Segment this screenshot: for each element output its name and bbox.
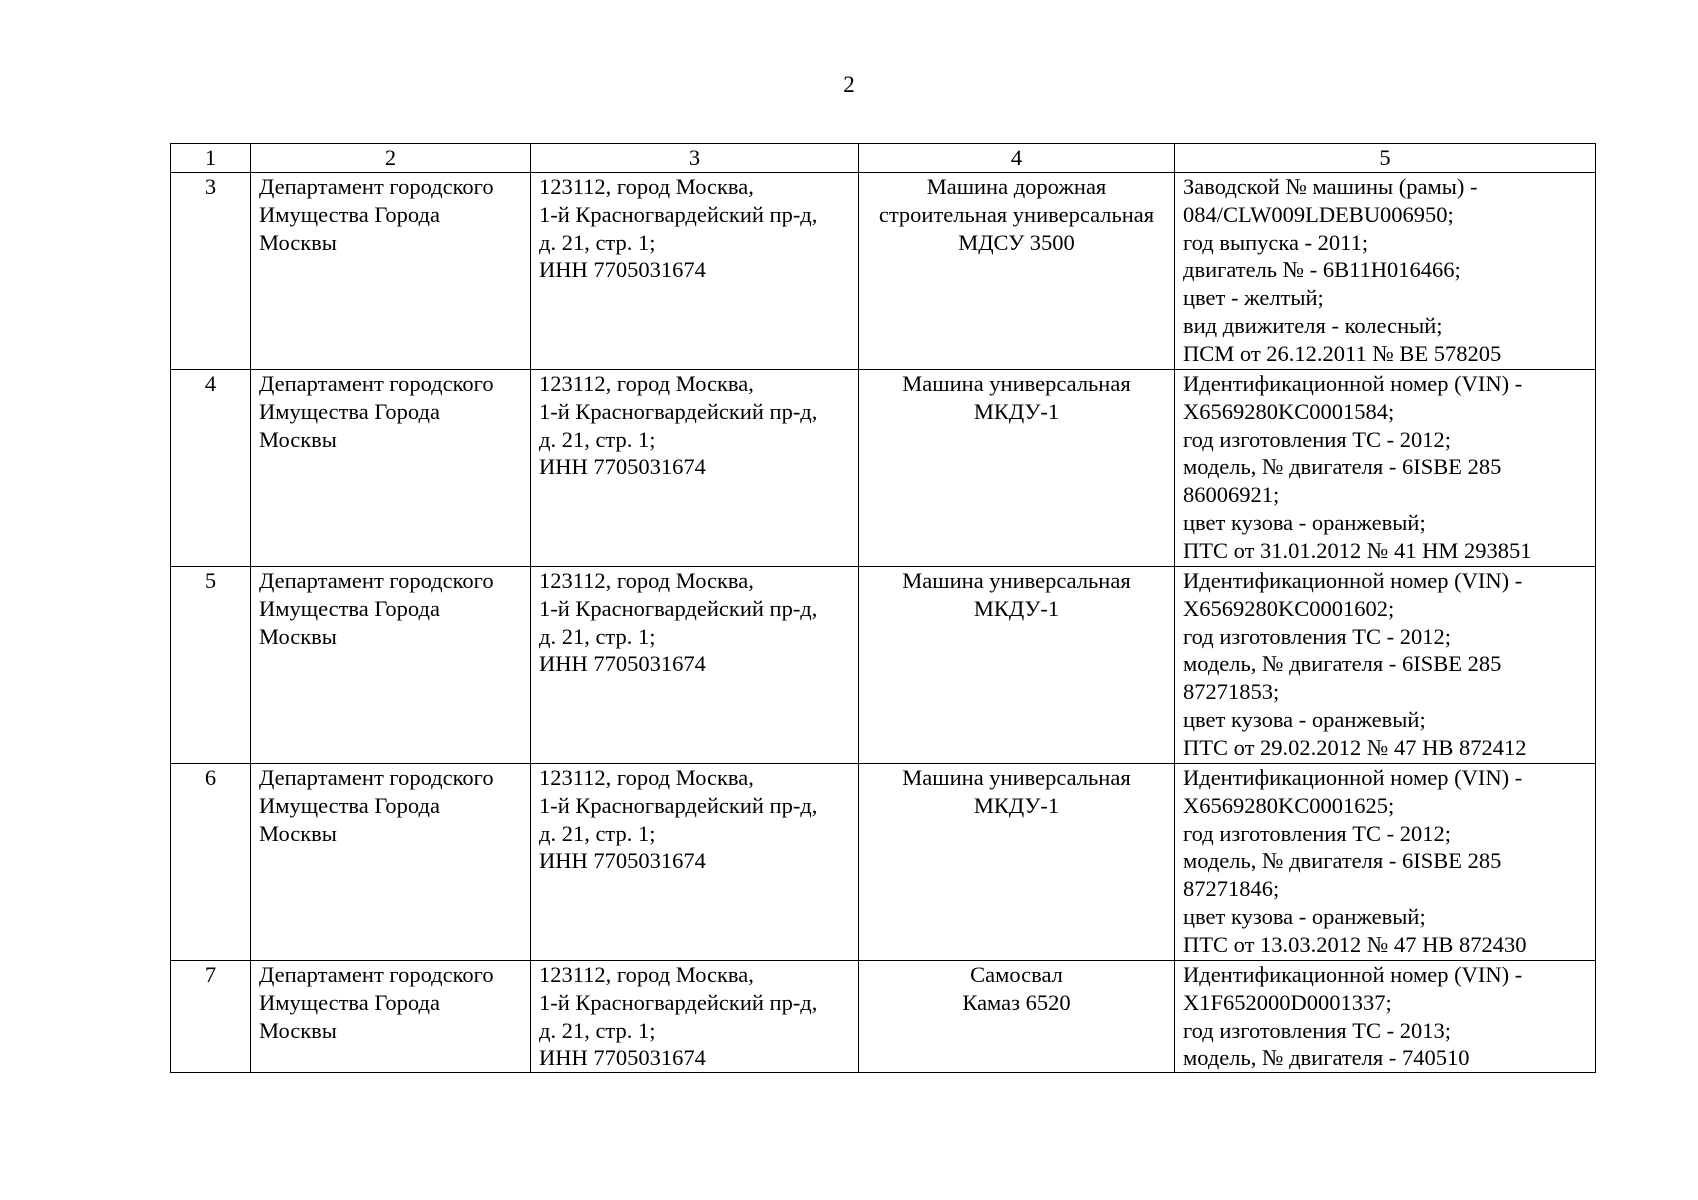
table-row <box>171 764 1596 961</box>
table-header-row <box>171 144 1596 173</box>
vehicle-name-cell: Машина универсальная МКДУ-1 <box>859 764 1175 961</box>
vehicle-name-cell: Машина универсальная МКДУ-1 <box>859 567 1175 764</box>
owner-cell: Департамент городского Имущества Города Москвы <box>251 370 531 567</box>
owner-cell: Департамент городского Имущества Города Москвы <box>251 764 531 961</box>
page-number: 2 <box>843 72 855 97</box>
vehicle-details-cell: Идентификационной номер (VIN) - X6569280KC0001602; год изготовления ТС - 2012; модель, № двигателя - 6ISBE 285 87271853; цвет кузова - оранжевый; ПТС от 29.02.2012 № 47 НВ 872412 <box>1175 567 1596 764</box>
table-row <box>171 567 1596 764</box>
address-cell: 123112, город Москва, 1-й Красногвардейский пр-д, д. 21, стр. 1; ИНН 7705031674 <box>531 567 859 764</box>
table-row <box>171 961 1596 1073</box>
column-header: 5 <box>1175 144 1596 173</box>
vehicle-details-cell: Идентификационной номер (VIN) - X6569280KC0001584; год изготовления ТС - 2012; модель, № двигателя - 6ISBE 285 86006921; цвет кузова - оранжевый; ПТС от 31.01.2012 № 41 НМ 293851 <box>1175 370 1596 567</box>
vehicle-details-cell: Идентификационной номер (VIN) - X1F652000D0001337; год изготовления ТС - 2013; модель, № двигателя - 740510 <box>1175 961 1596 1073</box>
row-number-cell: 3 <box>171 173 251 370</box>
row-number-cell: 4 <box>171 370 251 567</box>
column-header: 2 <box>251 144 531 173</box>
row-number-cell: 5 <box>171 567 251 764</box>
owner-cell: Департамент городского Имущества Города Москвы <box>251 567 531 764</box>
table-row <box>171 173 1596 370</box>
vehicle-name-cell: Самосвал Камаз 6520 <box>859 961 1175 1073</box>
owner-cell: Департамент городского Имущества Города Москвы <box>251 173 531 370</box>
column-header: 1 <box>171 144 251 173</box>
column-header: 3 <box>531 144 859 173</box>
vehicle-details-cell: Заводской № машины (рамы) - 084/CLW009LDEBU006950; год выпуска - 2011; двигатель № - 6В11Н016466; цвет - желтый; вид движителя - колесный; ПСМ от 26.12.2011 № ВЕ 578205 <box>1175 173 1596 370</box>
address-cell: 123112, город Москва, 1-й Красногвардейский пр-д, д. 21, стр. 1; ИНН 7705031674 <box>531 173 859 370</box>
vehicle-name-cell: Машина дорожная строительная универсальная МДСУ 3500 <box>859 173 1175 370</box>
column-header: 4 <box>859 144 1175 173</box>
vehicle-details-cell: Идентификационной номер (VIN) - X6569280KC0001625; год изготовления ТС - 2012; модель, № двигателя - 6ISBE 285 87271846; цвет кузова - оранжевый; ПТС от 13.03.2012 № 47 НВ 872430 <box>1175 764 1596 961</box>
vehicle-table <box>170 143 1596 1073</box>
vehicle-name-cell: Машина универсальная МКДУ-1 <box>859 370 1175 567</box>
row-number-cell: 7 <box>171 961 251 1073</box>
owner-cell: Департамент городского Имущества Города Москвы <box>251 961 531 1073</box>
address-cell: 123112, город Москва, 1-й Красногвардейский пр-д, д. 21, стр. 1; ИНН 7705031674 <box>531 961 859 1073</box>
table-row <box>171 370 1596 567</box>
row-number-cell: 6 <box>171 764 251 961</box>
address-cell: 123112, город Москва, 1-й Красногвардейский пр-д, д. 21, стр. 1; ИНН 7705031674 <box>531 370 859 567</box>
address-cell: 123112, город Москва, 1-й Красногвардейский пр-д, д. 21, стр. 1; ИНН 7705031674 <box>531 764 859 961</box>
